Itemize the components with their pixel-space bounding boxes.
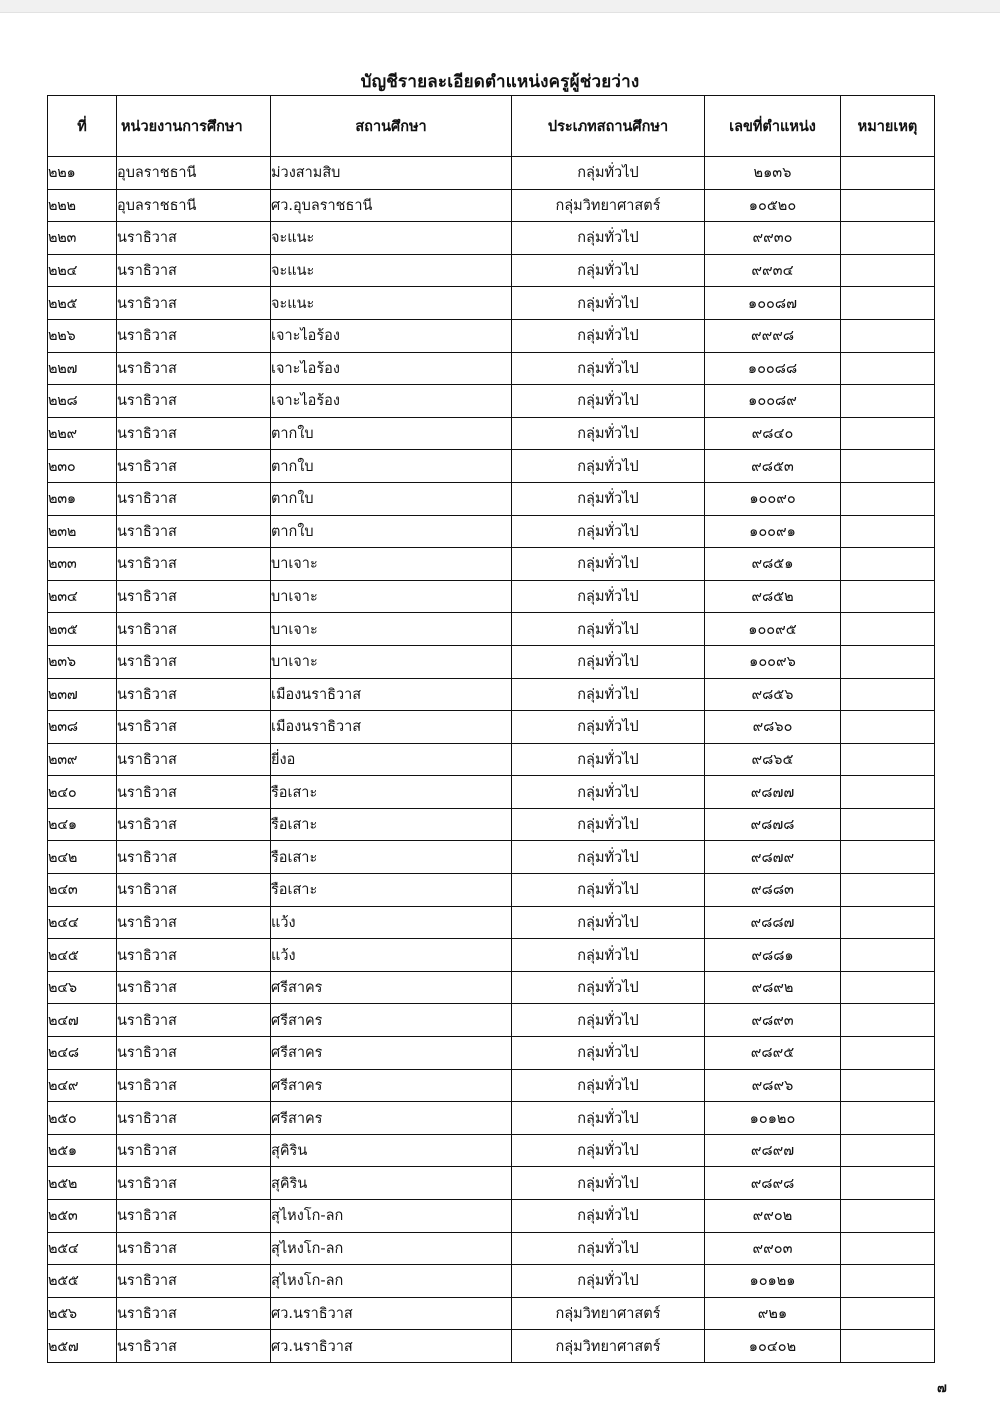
cell-no: ๒๔๖: [48, 971, 117, 1004]
cell-remark: [841, 548, 935, 581]
cell-school-type: กลุ่มทั่วไป: [512, 808, 705, 841]
cell-school-type: กลุ่มทั่วไป: [512, 1102, 705, 1135]
cell-unit: นราธิวาส: [117, 613, 271, 646]
cell-position-no: ๙๘๕๖: [705, 678, 841, 711]
cell-position-no: ๙๘๙๒: [705, 971, 841, 1004]
cell-school: ศรีสาคร: [271, 1069, 512, 1102]
cell-school: สุไหงโก-ลก: [271, 1232, 512, 1265]
table-row: [48, 743, 935, 776]
cell-unit: นราธิวาส: [117, 352, 271, 385]
table-row: [48, 482, 935, 515]
cell-position-no: ๙๘๕๓: [705, 450, 841, 483]
cell-no: ๒๒๘: [48, 385, 117, 418]
cell-school-type: กลุ่มวิทยาศาสตร์: [512, 189, 705, 222]
table-row: [48, 808, 935, 841]
cell-no: ๒๓๕: [48, 613, 117, 646]
table-row: [48, 906, 935, 939]
cell-position-no: ๑๐๕๒๐: [705, 189, 841, 222]
table-row: [48, 189, 935, 222]
cell-no: ๒๒๕: [48, 287, 117, 320]
cell-school: บาเจาะ: [271, 580, 512, 613]
cell-school: ศรีสาคร: [271, 1102, 512, 1135]
cell-position-no: ๒๑๓๖: [705, 157, 841, 190]
table-row: [48, 1167, 935, 1200]
cell-remark: [841, 1265, 935, 1298]
cell-unit: นราธิวาส: [117, 319, 271, 352]
cell-school-type: กลุ่มทั่วไป: [512, 287, 705, 320]
cell-no: ๒๒๖: [48, 319, 117, 352]
cell-remark: [841, 971, 935, 1004]
cell-remark: [841, 906, 935, 939]
cell-position-no: ๙๘๕๑: [705, 548, 841, 581]
cell-remark: [841, 352, 935, 385]
cell-school-type: กลุ่มทั่วไป: [512, 580, 705, 613]
cell-school: สุคิริน: [271, 1134, 512, 1167]
header-school-type: ประเภทสถานศึกษา: [512, 96, 705, 157]
cell-unit: นราธิวาส: [117, 417, 271, 450]
cell-unit: นราธิวาส: [117, 482, 271, 515]
cell-unit: นราธิวาส: [117, 971, 271, 1004]
table-row: [48, 1200, 935, 1233]
cell-unit: นราธิวาส: [117, 776, 271, 809]
cell-school: สุไหงโก-ลก: [271, 1265, 512, 1298]
cell-school: แว้ง: [271, 906, 512, 939]
cell-unit: นราธิวาส: [117, 1004, 271, 1037]
table-row: [48, 417, 935, 450]
table-row: [48, 548, 935, 581]
page-number: ๗: [937, 1381, 947, 1396]
cell-no: ๒๒๔: [48, 254, 117, 287]
cell-unit: นราธิวาส: [117, 1265, 271, 1298]
cell-school-type: กลุ่มทั่วไป: [512, 417, 705, 450]
table-row: [48, 645, 935, 678]
table-row: [48, 1069, 935, 1102]
cell-position-no: ๑๐๐๙๐: [705, 482, 841, 515]
table-row: [48, 580, 935, 613]
cell-no: ๒๔๒: [48, 841, 117, 874]
cell-no: ๒๕๖: [48, 1297, 117, 1330]
header-remark: หมายเหตุ: [841, 96, 935, 157]
table-row: [48, 1232, 935, 1265]
cell-remark: [841, 1134, 935, 1167]
cell-position-no: ๑๐๐๘๙: [705, 385, 841, 418]
table-row: [48, 1297, 935, 1330]
cell-position-no: ๙๘๘๗: [705, 906, 841, 939]
cell-school: จะแนะ: [271, 254, 512, 287]
cell-remark: [841, 482, 935, 515]
cell-school: รือเสาะ: [271, 874, 512, 907]
document-title: บัญชีรายละเอียดตำแหน่งครูผู้ช่วยว่าง: [360, 72, 640, 92]
cell-position-no: ๑๐๑๒๑: [705, 1265, 841, 1298]
vacancy-table: [47, 95, 935, 1363]
cell-unit: นราธิวาส: [117, 711, 271, 744]
cell-no: ๒๕๕: [48, 1265, 117, 1298]
cell-position-no: ๙๘๗๘: [705, 808, 841, 841]
cell-unit: นราธิวาส: [117, 450, 271, 483]
cell-position-no: ๙๘๙๗: [705, 1134, 841, 1167]
cell-position-no: ๙๘๗๙: [705, 841, 841, 874]
cell-unit: นราธิวาส: [117, 1134, 271, 1167]
cell-school-type: กลุ่มทั่วไป: [512, 841, 705, 874]
cell-remark: [841, 874, 935, 907]
cell-position-no: ๙๘๘๑: [705, 939, 841, 972]
cell-school-type: กลุ่มทั่วไป: [512, 482, 705, 515]
cell-position-no: ๙๘๗๗: [705, 776, 841, 809]
cell-unit: นราธิวาส: [117, 645, 271, 678]
cell-remark: [841, 189, 935, 222]
cell-school: บาเจาะ: [271, 548, 512, 581]
cell-position-no: ๙๙๐๒: [705, 1200, 841, 1233]
cell-position-no: ๙๘๙๘: [705, 1167, 841, 1200]
cell-school: เจาะไอร้อง: [271, 319, 512, 352]
cell-position-no: ๙๘๘๓: [705, 874, 841, 907]
cell-no: ๒๒๗: [48, 352, 117, 385]
cell-school-type: กลุ่มทั่วไป: [512, 157, 705, 190]
table-row: [48, 939, 935, 972]
cell-unit: นราธิวาส: [117, 939, 271, 972]
cell-school: ศว.นราธิวาส: [271, 1330, 512, 1363]
cell-position-no: ๑๐๔๐๒: [705, 1330, 841, 1363]
cell-school: ศว.นราธิวาส: [271, 1297, 512, 1330]
cell-position-no: ๙๙๐๓: [705, 1232, 841, 1265]
cell-remark: [841, 939, 935, 972]
cell-remark: [841, 222, 935, 255]
cell-position-no: ๙๘๖๐: [705, 711, 841, 744]
cell-school-type: กลุ่มทั่วไป: [512, 319, 705, 352]
cell-no: ๒๕๒: [48, 1167, 117, 1200]
cell-no: ๒๕๐: [48, 1102, 117, 1135]
cell-unit: นราธิวาส: [117, 580, 271, 613]
cell-remark: [841, 1004, 935, 1037]
cell-remark: [841, 645, 935, 678]
cell-school-type: กลุ่มทั่วไป: [512, 906, 705, 939]
cell-school: ศรีสาคร: [271, 1004, 512, 1037]
table-row: [48, 1265, 935, 1298]
cell-unit: นราธิวาส: [117, 906, 271, 939]
cell-no: ๒๔๘: [48, 1037, 117, 1070]
table-row: [48, 1102, 935, 1135]
table-row: [48, 157, 935, 190]
cell-no: ๒๓๔: [48, 580, 117, 613]
cell-remark: [841, 1200, 935, 1233]
cell-school-type: กลุ่มทั่วไป: [512, 678, 705, 711]
cell-unit: นราธิวาส: [117, 743, 271, 776]
header-row: [48, 96, 935, 157]
cell-school: รือเสาะ: [271, 808, 512, 841]
table-row: [48, 1004, 935, 1037]
cell-school-type: กลุ่มทั่วไป: [512, 1004, 705, 1037]
cell-unit: นราธิวาส: [117, 1167, 271, 1200]
cell-school-type: กลุ่มทั่วไป: [512, 1232, 705, 1265]
table-row: [48, 515, 935, 548]
table-row: [48, 1330, 935, 1363]
table-row: [48, 287, 935, 320]
cell-school-type: กลุ่มทั่วไป: [512, 1037, 705, 1070]
cell-no: ๒๓๙: [48, 743, 117, 776]
cell-unit: นราธิวาส: [117, 385, 271, 418]
cell-school-type: กลุ่มทั่วไป: [512, 711, 705, 744]
cell-remark: [841, 743, 935, 776]
cell-school-type: กลุ่มวิทยาศาสตร์: [512, 1297, 705, 1330]
cell-school-type: กลุ่มทั่วไป: [512, 450, 705, 483]
table-row: [48, 450, 935, 483]
cell-no: ๒๔๙: [48, 1069, 117, 1102]
cell-position-no: ๙๙๓๐: [705, 222, 841, 255]
cell-school: ยี่งอ: [271, 743, 512, 776]
table-row: [48, 385, 935, 418]
header-position-no: เลขที่ตำแหน่ง: [705, 96, 841, 157]
cell-remark: [841, 319, 935, 352]
cell-position-no: ๑๐๐๙๖: [705, 645, 841, 678]
cell-school: ตากใบ: [271, 417, 512, 450]
table-header: [48, 96, 935, 157]
table-row: [48, 319, 935, 352]
cell-position-no: ๙๙๓๔: [705, 254, 841, 287]
cell-school-type: กลุ่มทั่วไป: [512, 1167, 705, 1200]
cell-position-no: ๑๐๐๙๕: [705, 613, 841, 646]
cell-school: ตากใบ: [271, 482, 512, 515]
cell-no: ๒๕๗: [48, 1330, 117, 1363]
table-row: [48, 254, 935, 287]
cell-school-type: กลุ่มทั่วไป: [512, 1069, 705, 1102]
cell-no: ๒๒๑: [48, 157, 117, 190]
table-row: [48, 776, 935, 809]
cell-school-type: กลุ่มทั่วไป: [512, 874, 705, 907]
cell-unit: นราธิวาส: [117, 808, 271, 841]
cell-no: ๒๔๓: [48, 874, 117, 907]
cell-school-type: กลุ่มทั่วไป: [512, 222, 705, 255]
table-row: [48, 1037, 935, 1070]
cell-school: ศรีสาคร: [271, 971, 512, 1004]
cell-no: ๒๔๗: [48, 1004, 117, 1037]
cell-unit: อุบลราชธานี: [117, 157, 271, 190]
cell-school-type: กลุ่มทั่วไป: [512, 971, 705, 1004]
cell-unit: นราธิวาส: [117, 1200, 271, 1233]
cell-no: ๒๒๙: [48, 417, 117, 450]
cell-position-no: ๑๐๐๙๑: [705, 515, 841, 548]
cell-position-no: ๙๒๑: [705, 1297, 841, 1330]
cell-school-type: กลุ่มทั่วไป: [512, 1200, 705, 1233]
cell-unit: นราธิวาส: [117, 1330, 271, 1363]
cell-remark: [841, 1330, 935, 1363]
table-row: [48, 971, 935, 1004]
cell-position-no: ๙๘๙๕: [705, 1037, 841, 1070]
cell-unit: นราธิวาส: [117, 678, 271, 711]
cell-no: ๒๓๒: [48, 515, 117, 548]
cell-remark: [841, 1297, 935, 1330]
cell-unit: อุบลราชธานี: [117, 189, 271, 222]
cell-school-type: กลุ่มทั่วไป: [512, 1134, 705, 1167]
cell-no: ๒๒๓: [48, 222, 117, 255]
cell-remark: [841, 613, 935, 646]
cell-school-type: กลุ่มทั่วไป: [512, 939, 705, 972]
cell-remark: [841, 254, 935, 287]
cell-school-type: กลุ่มทั่วไป: [512, 743, 705, 776]
cell-school: แว้ง: [271, 939, 512, 972]
cell-position-no: ๙๙๙๘: [705, 319, 841, 352]
cell-school: บาเจาะ: [271, 613, 512, 646]
table-row: [48, 711, 935, 744]
cell-remark: [841, 450, 935, 483]
cell-position-no: ๙๘๔๐: [705, 417, 841, 450]
cell-remark: [841, 1037, 935, 1070]
table-row: [48, 841, 935, 874]
cell-unit: นราธิวาส: [117, 515, 271, 548]
cell-no: ๒๔๔: [48, 906, 117, 939]
cell-remark: [841, 808, 935, 841]
cell-unit: นราธิวาส: [117, 1232, 271, 1265]
cell-unit: นราธิวาส: [117, 287, 271, 320]
cell-school-type: กลุ่มทั่วไป: [512, 515, 705, 548]
cell-remark: [841, 776, 935, 809]
cell-remark: [841, 1167, 935, 1200]
cell-school: ศว.อุบลราชธานี: [271, 189, 512, 222]
cell-no: ๒๕๓: [48, 1200, 117, 1233]
cell-school: เมืองนราธิวาส: [271, 678, 512, 711]
cell-remark: [841, 711, 935, 744]
cell-no: ๒๔๕: [48, 939, 117, 972]
cell-remark: [841, 515, 935, 548]
cell-school: ตากใบ: [271, 450, 512, 483]
viewer-top-bar: [0, 0, 1000, 13]
cell-position-no: ๙๘๖๕: [705, 743, 841, 776]
cell-remark: [841, 1069, 935, 1102]
cell-remark: [841, 841, 935, 874]
cell-school: จะแนะ: [271, 287, 512, 320]
table-body: [48, 157, 935, 1363]
cell-school-type: กลุ่มทั่วไป: [512, 385, 705, 418]
cell-position-no: ๑๐๑๒๐: [705, 1102, 841, 1135]
cell-no: ๒๕๑: [48, 1134, 117, 1167]
cell-unit: นราธิวาส: [117, 222, 271, 255]
cell-no: ๒๔๑: [48, 808, 117, 841]
cell-position-no: ๙๘๙๓: [705, 1004, 841, 1037]
cell-school-type: กลุ่มทั่วไป: [512, 254, 705, 287]
cell-no: ๒๒๒: [48, 189, 117, 222]
cell-remark: [841, 1102, 935, 1135]
cell-remark: [841, 417, 935, 450]
cell-school: ตากใบ: [271, 515, 512, 548]
cell-school-type: กลุ่มทั่วไป: [512, 613, 705, 646]
cell-unit: นราธิวาส: [117, 841, 271, 874]
cell-no: ๒๓๖: [48, 645, 117, 678]
cell-no: ๒๓๐: [48, 450, 117, 483]
cell-school-type: กลุ่มวิทยาศาสตร์: [512, 1330, 705, 1363]
cell-school-type: กลุ่มทั่วไป: [512, 776, 705, 809]
cell-school: รือเสาะ: [271, 776, 512, 809]
cell-remark: [841, 157, 935, 190]
cell-school: เมืองนราธิวาส: [271, 711, 512, 744]
cell-unit: นราธิวาส: [117, 548, 271, 581]
cell-unit: นราธิวาส: [117, 874, 271, 907]
cell-remark: [841, 678, 935, 711]
cell-school: ศรีสาคร: [271, 1037, 512, 1070]
cell-no: ๒๔๐: [48, 776, 117, 809]
table-row: [48, 1134, 935, 1167]
cell-school: เจาะไอร้อง: [271, 385, 512, 418]
header-unit: หน่วยงานการศึกษา: [117, 96, 271, 157]
cell-school: ม่วงสามสิบ: [271, 157, 512, 190]
cell-school: บาเจาะ: [271, 645, 512, 678]
cell-unit: นราธิวาส: [117, 1297, 271, 1330]
cell-no: ๒๕๔: [48, 1232, 117, 1265]
cell-unit: นราธิวาส: [117, 1102, 271, 1135]
table-row: [48, 352, 935, 385]
cell-school-type: กลุ่มทั่วไป: [512, 645, 705, 678]
cell-remark: [841, 580, 935, 613]
cell-remark: [841, 1232, 935, 1265]
cell-no: ๒๓๓: [48, 548, 117, 581]
cell-position-no: ๑๐๐๘๘: [705, 352, 841, 385]
table-row: [48, 678, 935, 711]
table-row: [48, 874, 935, 907]
cell-unit: นราธิวาส: [117, 1037, 271, 1070]
header-school: สถานศึกษา: [271, 96, 512, 157]
cell-position-no: ๑๐๐๘๗: [705, 287, 841, 320]
cell-remark: [841, 385, 935, 418]
cell-no: ๒๓๗: [48, 678, 117, 711]
cell-school: จะแนะ: [271, 222, 512, 255]
cell-school: สุคิริน: [271, 1167, 512, 1200]
cell-school-type: กลุ่มทั่วไป: [512, 548, 705, 581]
cell-school: สุไหงโก-ลก: [271, 1200, 512, 1233]
cell-no: ๒๓๘: [48, 711, 117, 744]
cell-unit: นราธิวาส: [117, 254, 271, 287]
cell-no: ๒๓๑: [48, 482, 117, 515]
header-no: ที่: [48, 96, 117, 157]
cell-unit: นราธิวาส: [117, 1069, 271, 1102]
cell-school-type: กลุ่มทั่วไป: [512, 1265, 705, 1298]
cell-school: เจาะไอร้อง: [271, 352, 512, 385]
cell-position-no: ๙๘๙๖: [705, 1069, 841, 1102]
cell-position-no: ๙๘๕๒: [705, 580, 841, 613]
table-row: [48, 222, 935, 255]
cell-remark: [841, 287, 935, 320]
cell-school-type: กลุ่มทั่วไป: [512, 352, 705, 385]
table-row: [48, 613, 935, 646]
cell-school: รือเสาะ: [271, 841, 512, 874]
